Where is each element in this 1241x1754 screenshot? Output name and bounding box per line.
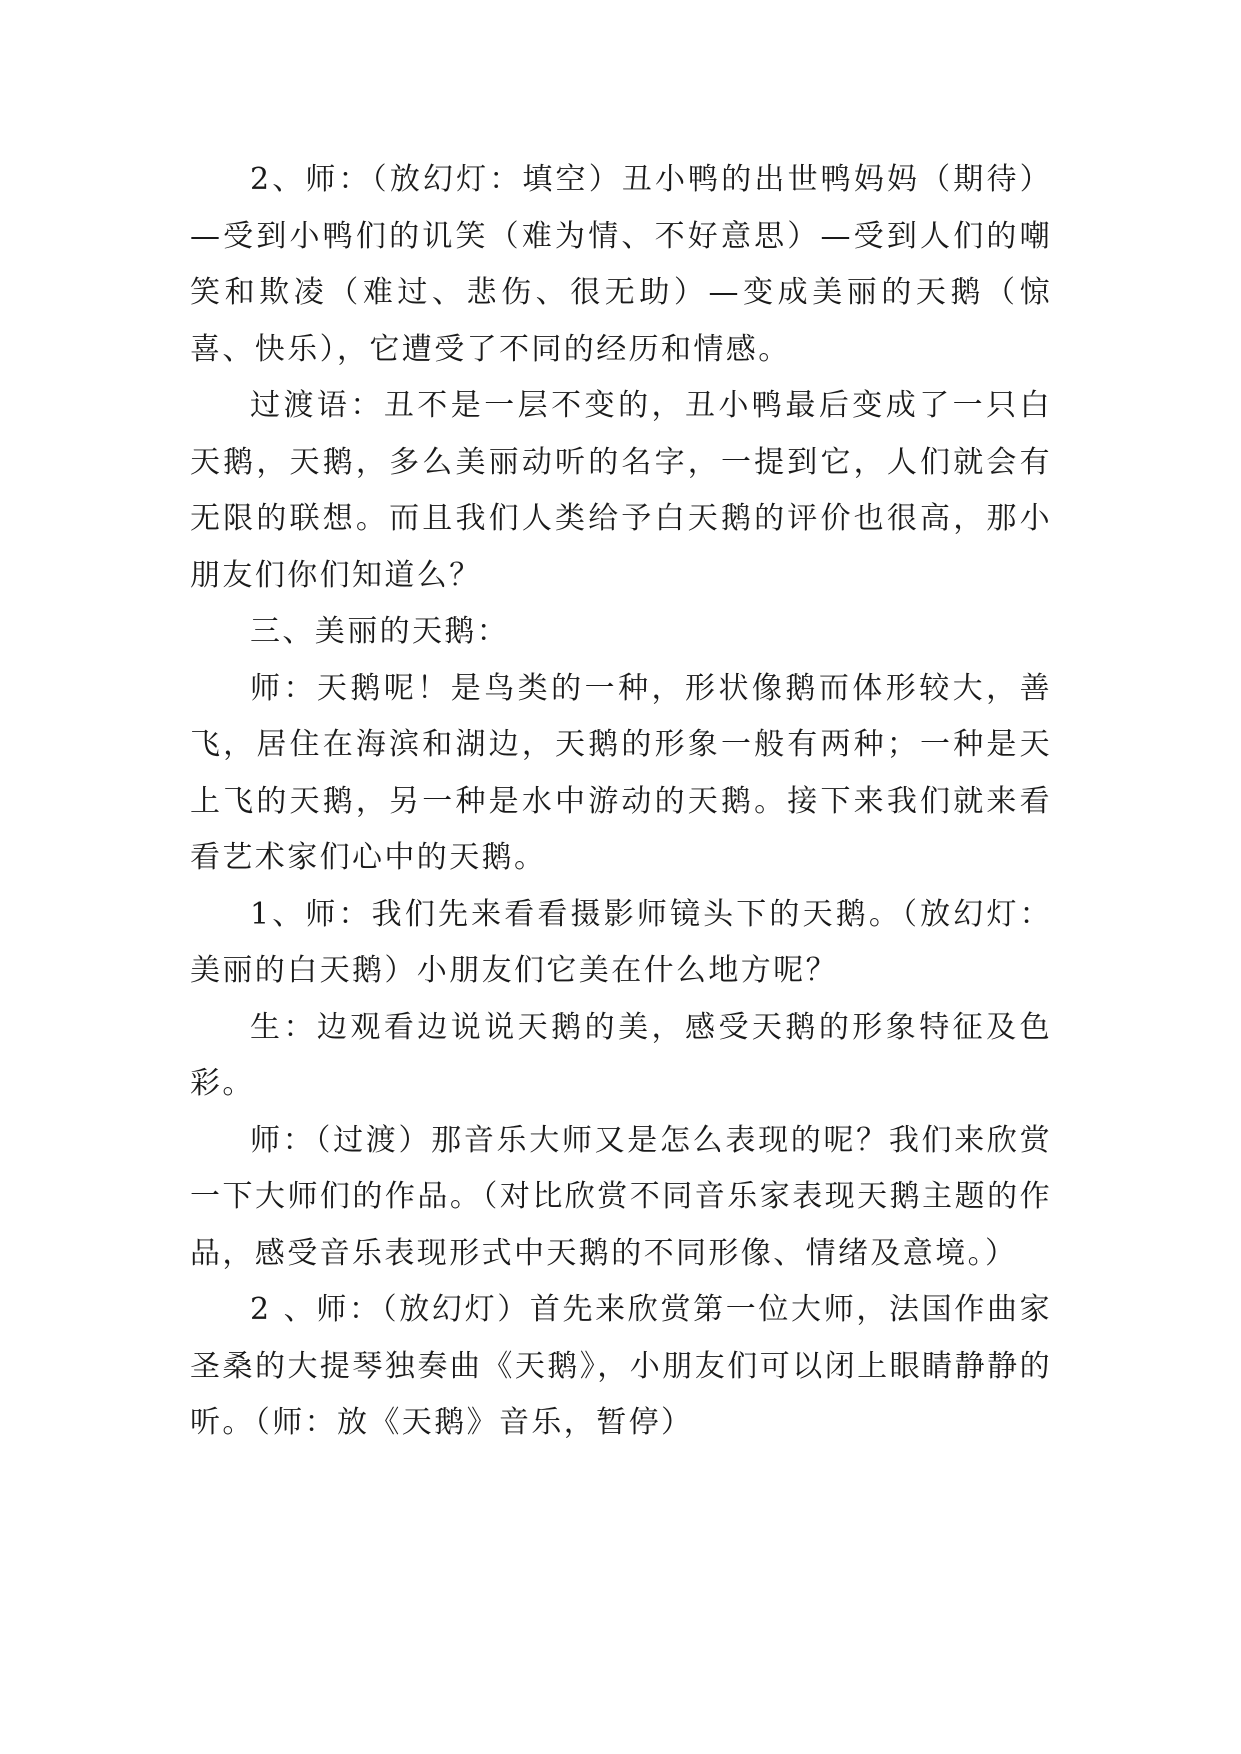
paragraph-transition: 过渡语：丑不是一层不变的，丑小鸭最后变成了一只白天鹅，天鹅，多么美丽动听的名字，一提到它，人们就会有无限的联想。而且我们人类给予白天鹅的评价也很高，那小朋友们你们知道么？ — [190, 388, 1052, 593]
section-heading-beautiful-swan: 三、美丽的天鹅： — [250, 614, 510, 649]
paragraph-photographer: 1、师：我们先来看看摄影师镜头下的天鹅。（放幻灯：美丽的白天鹅）小朋友们它美在什么地方呢？ — [190, 896, 1052, 988]
paragraph-student-observe: 生：边观看边说说天鹅的美，感受天鹅的形象特征及色彩。 — [190, 1009, 1052, 1101]
paragraph-swan-intro: 师：天鹅呢！是鸟类的一种，形状像鹅而体形较大，善飞，居住在海滨和湖边，天鹅的形象一般有两种；一种是天上飞的天鹅，另一种是水中游动的天鹅。接下来我们就来看看艺术家们心中的天鹅。 — [190, 670, 1052, 875]
paragraph-fill-in-blank: 2、师：（放幻灯：填空）丑小鸭的出世鸭妈妈（期待）—受到小鸭们的讥笑（难为情、不好意思）—受到人们的嘲笑和欺凌（难过、悲伤、很无助）—变成美丽的天鹅（惊喜、快乐），它遭受了不同的经历和情感。 — [190, 162, 1052, 367]
paragraph-music-masters: 师：（过渡）那音乐大师又是怎么表现的呢？我们来欣赏一下大师们的作品。（对比欣赏不同音乐家表现天鹅主题的作品，感受音乐表现形式中天鹅的不同形像、情绪及意境。） — [190, 1122, 1052, 1271]
paragraph-saint-saens: 2 、师：（放幻灯）首先来欣赏第一位大师，法国作曲家圣桑的大提琴独奏曲《天鹅》，小朋友们可以闭上眼睛静静的听。（师：放《天鹅》音乐，暂停） — [190, 1292, 1052, 1440]
document-body — [190, 152, 1052, 1452]
